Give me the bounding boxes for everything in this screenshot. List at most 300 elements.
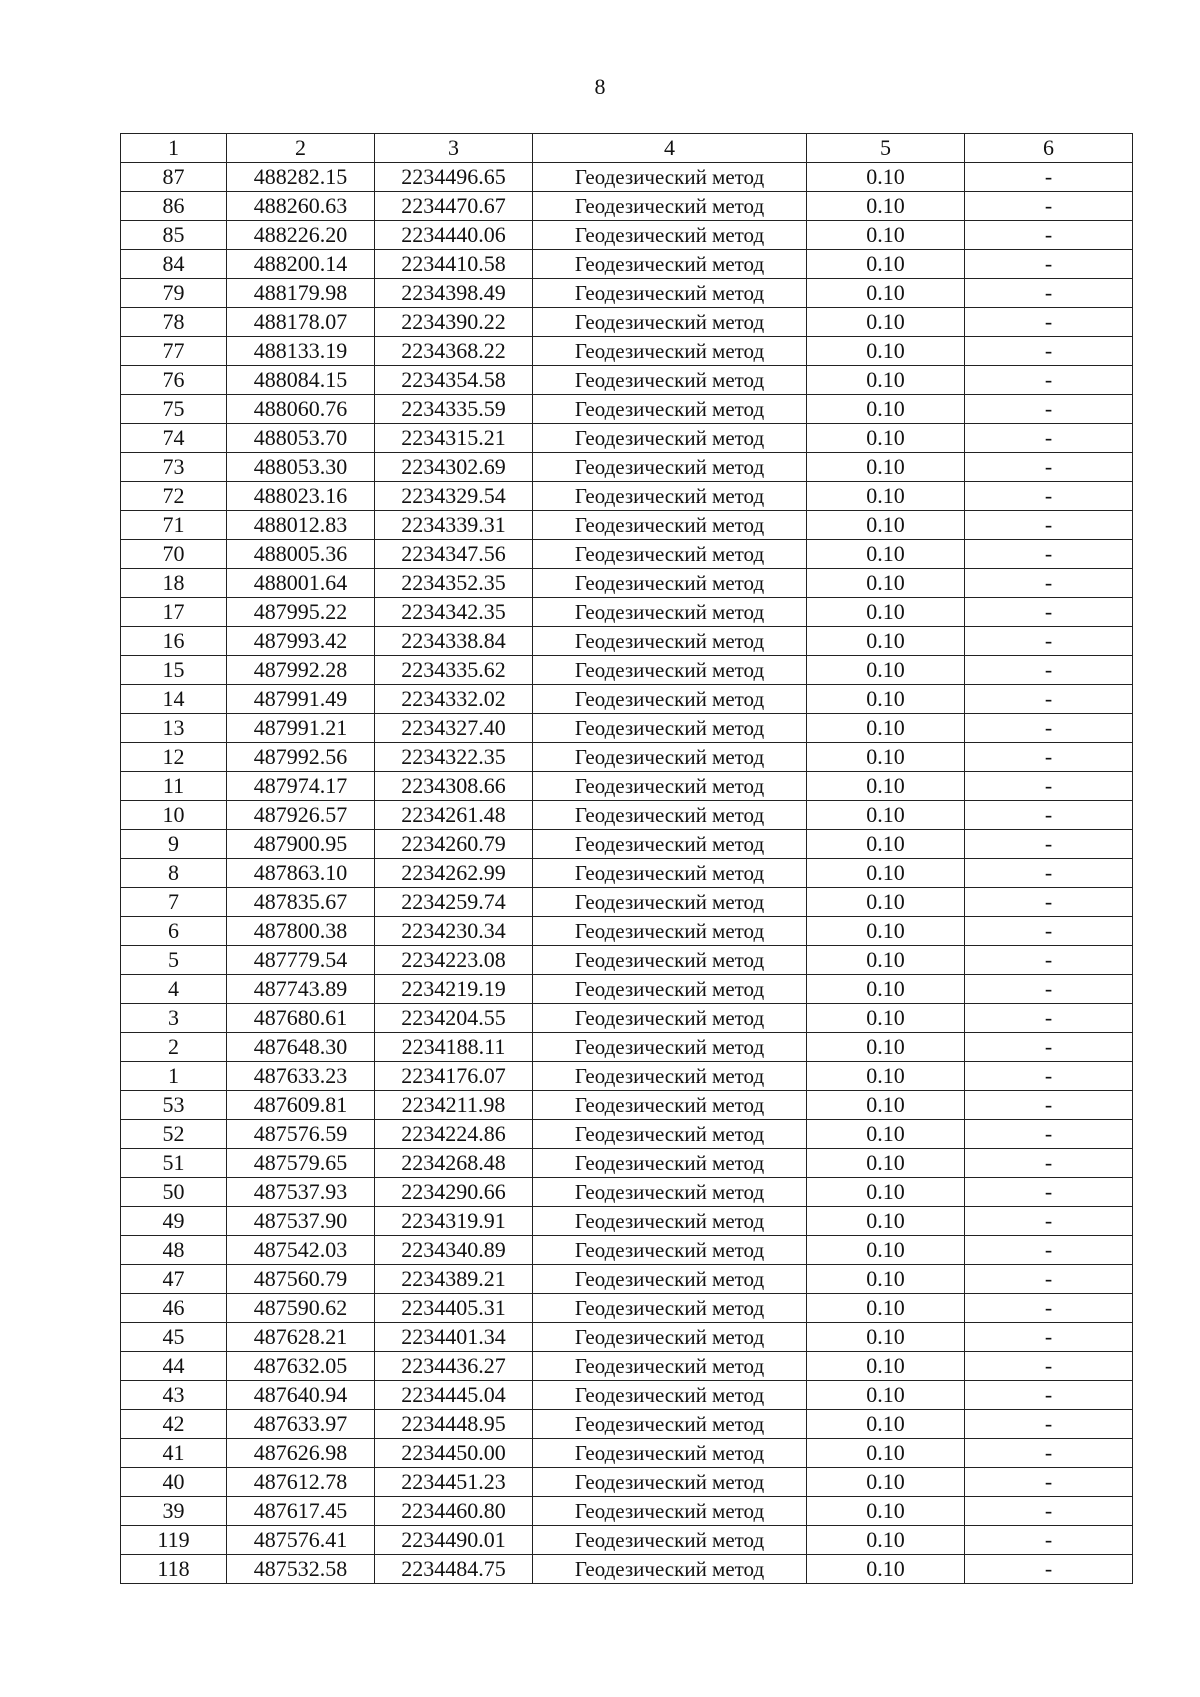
x-coordinate-cell: 487993.42 [227, 627, 375, 656]
precision-cell: 0.10 [807, 1381, 965, 1410]
y-coordinate-cell: 2234315.21 [375, 424, 533, 453]
table-row [121, 1439, 1133, 1468]
note-cell: - [965, 1236, 1133, 1265]
note-cell: - [965, 1120, 1133, 1149]
note-cell: - [965, 1033, 1133, 1062]
table-row [121, 1236, 1133, 1265]
note-cell: - [965, 1468, 1133, 1497]
method-cell: Геодезический метод [533, 511, 807, 540]
y-coordinate-cell: 2234340.89 [375, 1236, 533, 1265]
point-number-cell: 79 [121, 279, 227, 308]
table-row [121, 308, 1133, 337]
table-row [121, 540, 1133, 569]
point-number-cell: 71 [121, 511, 227, 540]
y-coordinate-cell: 2234327.40 [375, 714, 533, 743]
method-cell: Геодезический метод [533, 453, 807, 482]
precision-cell: 0.10 [807, 163, 965, 192]
note-cell: - [965, 1294, 1133, 1323]
point-number-cell: 5 [121, 946, 227, 975]
y-coordinate-cell: 2234451.23 [375, 1468, 533, 1497]
y-coordinate-cell: 2234440.06 [375, 221, 533, 250]
table-row [121, 1352, 1133, 1381]
y-coordinate-cell: 2234335.62 [375, 656, 533, 685]
x-coordinate-cell: 488200.14 [227, 250, 375, 279]
note-cell: - [965, 1410, 1133, 1439]
x-coordinate-cell: 487628.21 [227, 1323, 375, 1352]
table-row [121, 917, 1133, 946]
note-cell: - [965, 482, 1133, 511]
point-number-cell: 50 [121, 1178, 227, 1207]
method-cell: Геодезический метод [533, 279, 807, 308]
point-number-cell: 44 [121, 1352, 227, 1381]
method-cell: Геодезический метод [533, 308, 807, 337]
y-coordinate-cell: 2234322.35 [375, 743, 533, 772]
table-row [121, 1410, 1133, 1439]
table-row [121, 192, 1133, 221]
y-coordinate-cell: 2234211.98 [375, 1091, 533, 1120]
precision-cell: 0.10 [807, 1526, 965, 1555]
table-row [121, 511, 1133, 540]
method-cell: Геодезический метод [533, 1033, 807, 1062]
table-row [121, 830, 1133, 859]
column-header: 3 [375, 134, 533, 163]
method-cell: Геодезический метод [533, 1555, 807, 1584]
coordinates-table [120, 133, 1133, 1584]
y-coordinate-cell: 2234332.02 [375, 685, 533, 714]
x-coordinate-cell: 487640.94 [227, 1381, 375, 1410]
table-row [121, 1555, 1133, 1584]
precision-cell: 0.10 [807, 888, 965, 917]
y-coordinate-cell: 2234389.21 [375, 1265, 533, 1294]
point-number-cell: 4 [121, 975, 227, 1004]
table-row [121, 598, 1133, 627]
point-number-cell: 11 [121, 772, 227, 801]
point-number-cell: 86 [121, 192, 227, 221]
point-number-cell: 12 [121, 743, 227, 772]
method-cell: Геодезический метод [533, 1149, 807, 1178]
point-number-cell: 51 [121, 1149, 227, 1178]
y-coordinate-cell: 2234410.58 [375, 250, 533, 279]
precision-cell: 0.10 [807, 1207, 965, 1236]
note-cell: - [965, 598, 1133, 627]
x-coordinate-cell: 488282.15 [227, 163, 375, 192]
x-coordinate-cell: 487991.21 [227, 714, 375, 743]
point-number-cell: 3 [121, 1004, 227, 1033]
point-number-cell: 73 [121, 453, 227, 482]
column-header: 1 [121, 134, 227, 163]
point-number-cell: 119 [121, 1526, 227, 1555]
precision-cell: 0.10 [807, 482, 965, 511]
x-coordinate-cell: 487779.54 [227, 946, 375, 975]
y-coordinate-cell: 2234352.35 [375, 569, 533, 598]
note-cell: - [965, 1091, 1133, 1120]
table-row [121, 482, 1133, 511]
y-coordinate-cell: 2234436.27 [375, 1352, 533, 1381]
point-number-cell: 75 [121, 395, 227, 424]
note-cell: - [965, 1149, 1133, 1178]
x-coordinate-cell: 487633.97 [227, 1410, 375, 1439]
x-coordinate-cell: 488060.76 [227, 395, 375, 424]
point-number-cell: 15 [121, 656, 227, 685]
point-number-cell: 1 [121, 1062, 227, 1091]
note-cell: - [965, 1497, 1133, 1526]
precision-cell: 0.10 [807, 1468, 965, 1497]
precision-cell: 0.10 [807, 946, 965, 975]
y-coordinate-cell: 2234339.31 [375, 511, 533, 540]
method-cell: Геодезический метод [533, 1526, 807, 1555]
y-coordinate-cell: 2234268.48 [375, 1149, 533, 1178]
y-coordinate-cell: 2234219.19 [375, 975, 533, 1004]
note-cell: - [965, 1439, 1133, 1468]
note-cell: - [965, 1555, 1133, 1584]
method-cell: Геодезический метод [533, 598, 807, 627]
table-row [121, 163, 1133, 192]
x-coordinate-cell: 488005.36 [227, 540, 375, 569]
method-cell: Геодезический метод [533, 1062, 807, 1091]
table-row [121, 366, 1133, 395]
column-header: 5 [807, 134, 965, 163]
x-coordinate-cell: 487863.10 [227, 859, 375, 888]
note-cell: - [965, 627, 1133, 656]
note-cell: - [965, 1323, 1133, 1352]
note-cell: - [965, 163, 1133, 192]
x-coordinate-cell: 487992.28 [227, 656, 375, 685]
y-coordinate-cell: 2234448.95 [375, 1410, 533, 1439]
y-coordinate-cell: 2234338.84 [375, 627, 533, 656]
method-cell: Геодезический метод [533, 1120, 807, 1149]
precision-cell: 0.10 [807, 569, 965, 598]
precision-cell: 0.10 [807, 366, 965, 395]
table-row [121, 1120, 1133, 1149]
table-row [121, 772, 1133, 801]
precision-cell: 0.10 [807, 714, 965, 743]
column-header: 2 [227, 134, 375, 163]
method-cell: Геодезический метод [533, 569, 807, 598]
x-coordinate-cell: 487612.78 [227, 1468, 375, 1497]
precision-cell: 0.10 [807, 337, 965, 366]
x-coordinate-cell: 487991.49 [227, 685, 375, 714]
precision-cell: 0.10 [807, 1497, 965, 1526]
table-row [121, 1381, 1133, 1410]
note-cell: - [965, 656, 1133, 685]
table-row [121, 569, 1133, 598]
method-cell: Геодезический метод [533, 656, 807, 685]
x-coordinate-cell: 488178.07 [227, 308, 375, 337]
note-cell: - [965, 395, 1133, 424]
y-coordinate-cell: 2234496.65 [375, 163, 533, 192]
x-coordinate-cell: 487626.98 [227, 1439, 375, 1468]
x-coordinate-cell: 487579.65 [227, 1149, 375, 1178]
precision-cell: 0.10 [807, 685, 965, 714]
note-cell: - [965, 714, 1133, 743]
table-row [121, 453, 1133, 482]
x-coordinate-cell: 487542.03 [227, 1236, 375, 1265]
method-cell: Геодезический метод [533, 192, 807, 221]
note-cell: - [965, 917, 1133, 946]
table-header [121, 134, 1133, 163]
note-cell: - [965, 366, 1133, 395]
method-cell: Геодезический метод [533, 830, 807, 859]
y-coordinate-cell: 2234329.54 [375, 482, 533, 511]
method-cell: Геодезический метод [533, 1497, 807, 1526]
y-coordinate-cell: 2234405.31 [375, 1294, 533, 1323]
precision-cell: 0.10 [807, 1236, 965, 1265]
point-number-cell: 8 [121, 859, 227, 888]
table-row [121, 946, 1133, 975]
x-coordinate-cell: 487800.38 [227, 917, 375, 946]
method-cell: Геодезический метод [533, 337, 807, 366]
x-coordinate-cell: 487537.90 [227, 1207, 375, 1236]
precision-cell: 0.10 [807, 1004, 965, 1033]
y-coordinate-cell: 2234204.55 [375, 1004, 533, 1033]
y-coordinate-cell: 2234302.69 [375, 453, 533, 482]
precision-cell: 0.10 [807, 1294, 965, 1323]
point-number-cell: 7 [121, 888, 227, 917]
method-cell: Геодезический метод [533, 1294, 807, 1323]
method-cell: Геодезический метод [533, 946, 807, 975]
point-number-cell: 41 [121, 1439, 227, 1468]
table-row [121, 859, 1133, 888]
precision-cell: 0.10 [807, 801, 965, 830]
x-coordinate-cell: 487576.59 [227, 1120, 375, 1149]
precision-cell: 0.10 [807, 1265, 965, 1294]
note-cell: - [965, 1178, 1133, 1207]
x-coordinate-cell: 488260.63 [227, 192, 375, 221]
x-coordinate-cell: 488053.30 [227, 453, 375, 482]
method-cell: Геодезический метод [533, 685, 807, 714]
method-cell: Геодезический метод [533, 424, 807, 453]
table-row [121, 656, 1133, 685]
y-coordinate-cell: 2234398.49 [375, 279, 533, 308]
table-row [121, 743, 1133, 772]
method-cell: Геодезический метод [533, 1265, 807, 1294]
point-number-cell: 85 [121, 221, 227, 250]
precision-cell: 0.10 [807, 830, 965, 859]
x-coordinate-cell: 487617.45 [227, 1497, 375, 1526]
y-coordinate-cell: 2234401.34 [375, 1323, 533, 1352]
precision-cell: 0.10 [807, 859, 965, 888]
x-coordinate-cell: 488084.15 [227, 366, 375, 395]
x-coordinate-cell: 487532.58 [227, 1555, 375, 1584]
table-row [121, 221, 1133, 250]
point-number-cell: 43 [121, 1381, 227, 1410]
point-number-cell: 46 [121, 1294, 227, 1323]
note-cell: - [965, 772, 1133, 801]
method-cell: Геодезический метод [533, 975, 807, 1004]
table-row [121, 1178, 1133, 1207]
column-header: 6 [965, 134, 1133, 163]
y-coordinate-cell: 2234335.59 [375, 395, 533, 424]
note-cell: - [965, 946, 1133, 975]
method-cell: Геодезический метод [533, 1091, 807, 1120]
x-coordinate-cell: 487992.56 [227, 743, 375, 772]
point-number-cell: 17 [121, 598, 227, 627]
x-coordinate-cell: 488001.64 [227, 569, 375, 598]
point-number-cell: 78 [121, 308, 227, 337]
x-coordinate-cell: 487648.30 [227, 1033, 375, 1062]
column-header: 4 [533, 134, 807, 163]
precision-cell: 0.10 [807, 1439, 965, 1468]
table-row [121, 685, 1133, 714]
x-coordinate-cell: 488023.16 [227, 482, 375, 511]
point-number-cell: 39 [121, 1497, 227, 1526]
note-cell: - [965, 424, 1133, 453]
method-cell: Геодезический метод [533, 1381, 807, 1410]
note-cell: - [965, 540, 1133, 569]
y-coordinate-cell: 2234308.66 [375, 772, 533, 801]
method-cell: Геодезический метод [533, 888, 807, 917]
y-coordinate-cell: 2234354.58 [375, 366, 533, 395]
method-cell: Геодезический метод [533, 250, 807, 279]
note-cell: - [965, 1004, 1133, 1033]
precision-cell: 0.10 [807, 1555, 965, 1584]
precision-cell: 0.10 [807, 1033, 965, 1062]
x-coordinate-cell: 488226.20 [227, 221, 375, 250]
table-body [121, 163, 1133, 1584]
method-cell: Геодезический метод [533, 1439, 807, 1468]
note-cell: - [965, 308, 1133, 337]
precision-cell: 0.10 [807, 424, 965, 453]
x-coordinate-cell: 487609.81 [227, 1091, 375, 1120]
y-coordinate-cell: 2234224.86 [375, 1120, 533, 1149]
point-number-cell: 14 [121, 685, 227, 714]
note-cell: - [965, 888, 1133, 917]
precision-cell: 0.10 [807, 1091, 965, 1120]
point-number-cell: 2 [121, 1033, 227, 1062]
note-cell: - [965, 511, 1133, 540]
table-row [121, 250, 1133, 279]
table-row [121, 1004, 1133, 1033]
method-cell: Геодезический метод [533, 395, 807, 424]
header-row [121, 134, 1133, 163]
precision-cell: 0.10 [807, 1410, 965, 1439]
x-coordinate-cell: 487835.67 [227, 888, 375, 917]
point-number-cell: 118 [121, 1555, 227, 1584]
precision-cell: 0.10 [807, 1323, 965, 1352]
precision-cell: 0.10 [807, 1120, 965, 1149]
table-row [121, 1265, 1133, 1294]
table-row [121, 801, 1133, 830]
x-coordinate-cell: 487900.95 [227, 830, 375, 859]
x-coordinate-cell: 487926.57 [227, 801, 375, 830]
note-cell: - [965, 192, 1133, 221]
table-row [121, 975, 1133, 1004]
table-row [121, 888, 1133, 917]
y-coordinate-cell: 2234368.22 [375, 337, 533, 366]
table-row [121, 1526, 1133, 1555]
note-cell: - [965, 859, 1133, 888]
x-coordinate-cell: 488179.98 [227, 279, 375, 308]
x-coordinate-cell: 488012.83 [227, 511, 375, 540]
note-cell: - [965, 801, 1133, 830]
method-cell: Геодезический метод [533, 1178, 807, 1207]
method-cell: Геодезический метод [533, 482, 807, 511]
method-cell: Геодезический метод [533, 772, 807, 801]
method-cell: Геодезический метод [533, 1323, 807, 1352]
x-coordinate-cell: 487743.89 [227, 975, 375, 1004]
point-number-cell: 16 [121, 627, 227, 656]
precision-cell: 0.10 [807, 192, 965, 221]
point-number-cell: 74 [121, 424, 227, 453]
point-number-cell: 18 [121, 569, 227, 598]
point-number-cell: 48 [121, 1236, 227, 1265]
note-cell: - [965, 1352, 1133, 1381]
table-row [121, 279, 1133, 308]
point-number-cell: 52 [121, 1120, 227, 1149]
precision-cell: 0.10 [807, 743, 965, 772]
precision-cell: 0.10 [807, 453, 965, 482]
table-row [121, 1497, 1133, 1526]
x-coordinate-cell: 487590.62 [227, 1294, 375, 1323]
note-cell: - [965, 569, 1133, 598]
note-cell: - [965, 1526, 1133, 1555]
precision-cell: 0.10 [807, 308, 965, 337]
method-cell: Геодезический метод [533, 1352, 807, 1381]
table-row [121, 1062, 1133, 1091]
precision-cell: 0.10 [807, 917, 965, 946]
table-row [121, 395, 1133, 424]
x-coordinate-cell: 488133.19 [227, 337, 375, 366]
y-coordinate-cell: 2234261.48 [375, 801, 533, 830]
table-row [121, 337, 1133, 366]
precision-cell: 0.10 [807, 279, 965, 308]
method-cell: Геодезический метод [533, 1410, 807, 1439]
precision-cell: 0.10 [807, 627, 965, 656]
point-number-cell: 42 [121, 1410, 227, 1439]
precision-cell: 0.10 [807, 772, 965, 801]
point-number-cell: 72 [121, 482, 227, 511]
point-number-cell: 6 [121, 917, 227, 946]
table-row [121, 1323, 1133, 1352]
precision-cell: 0.10 [807, 1062, 965, 1091]
method-cell: Геодезический метод [533, 1004, 807, 1033]
method-cell: Геодезический метод [533, 221, 807, 250]
x-coordinate-cell: 487632.05 [227, 1352, 375, 1381]
table-row [121, 1149, 1133, 1178]
note-cell: - [965, 975, 1133, 1004]
note-cell: - [965, 221, 1133, 250]
method-cell: Геодезический метод [533, 801, 807, 830]
precision-cell: 0.10 [807, 598, 965, 627]
precision-cell: 0.10 [807, 656, 965, 685]
method-cell: Геодезический метод [533, 1236, 807, 1265]
table-row [121, 627, 1133, 656]
method-cell: Геодезический метод [533, 1207, 807, 1236]
table-row [121, 1033, 1133, 1062]
x-coordinate-cell: 487560.79 [227, 1265, 375, 1294]
y-coordinate-cell: 2234223.08 [375, 946, 533, 975]
y-coordinate-cell: 2234230.34 [375, 917, 533, 946]
y-coordinate-cell: 2234470.67 [375, 192, 533, 221]
table-row [121, 1294, 1133, 1323]
method-cell: Геодезический метод [533, 366, 807, 395]
page-number: 8 [594, 74, 606, 99]
method-cell: Геодезический метод [533, 859, 807, 888]
precision-cell: 0.10 [807, 250, 965, 279]
point-number-cell: 84 [121, 250, 227, 279]
point-number-cell: 49 [121, 1207, 227, 1236]
point-number-cell: 77 [121, 337, 227, 366]
point-number-cell: 45 [121, 1323, 227, 1352]
method-cell: Геодезический метод [533, 714, 807, 743]
y-coordinate-cell: 2234347.56 [375, 540, 533, 569]
x-coordinate-cell: 487995.22 [227, 598, 375, 627]
point-number-cell: 70 [121, 540, 227, 569]
x-coordinate-cell: 487974.17 [227, 772, 375, 801]
point-number-cell: 40 [121, 1468, 227, 1497]
note-cell: - [965, 453, 1133, 482]
y-coordinate-cell: 2234290.66 [375, 1178, 533, 1207]
